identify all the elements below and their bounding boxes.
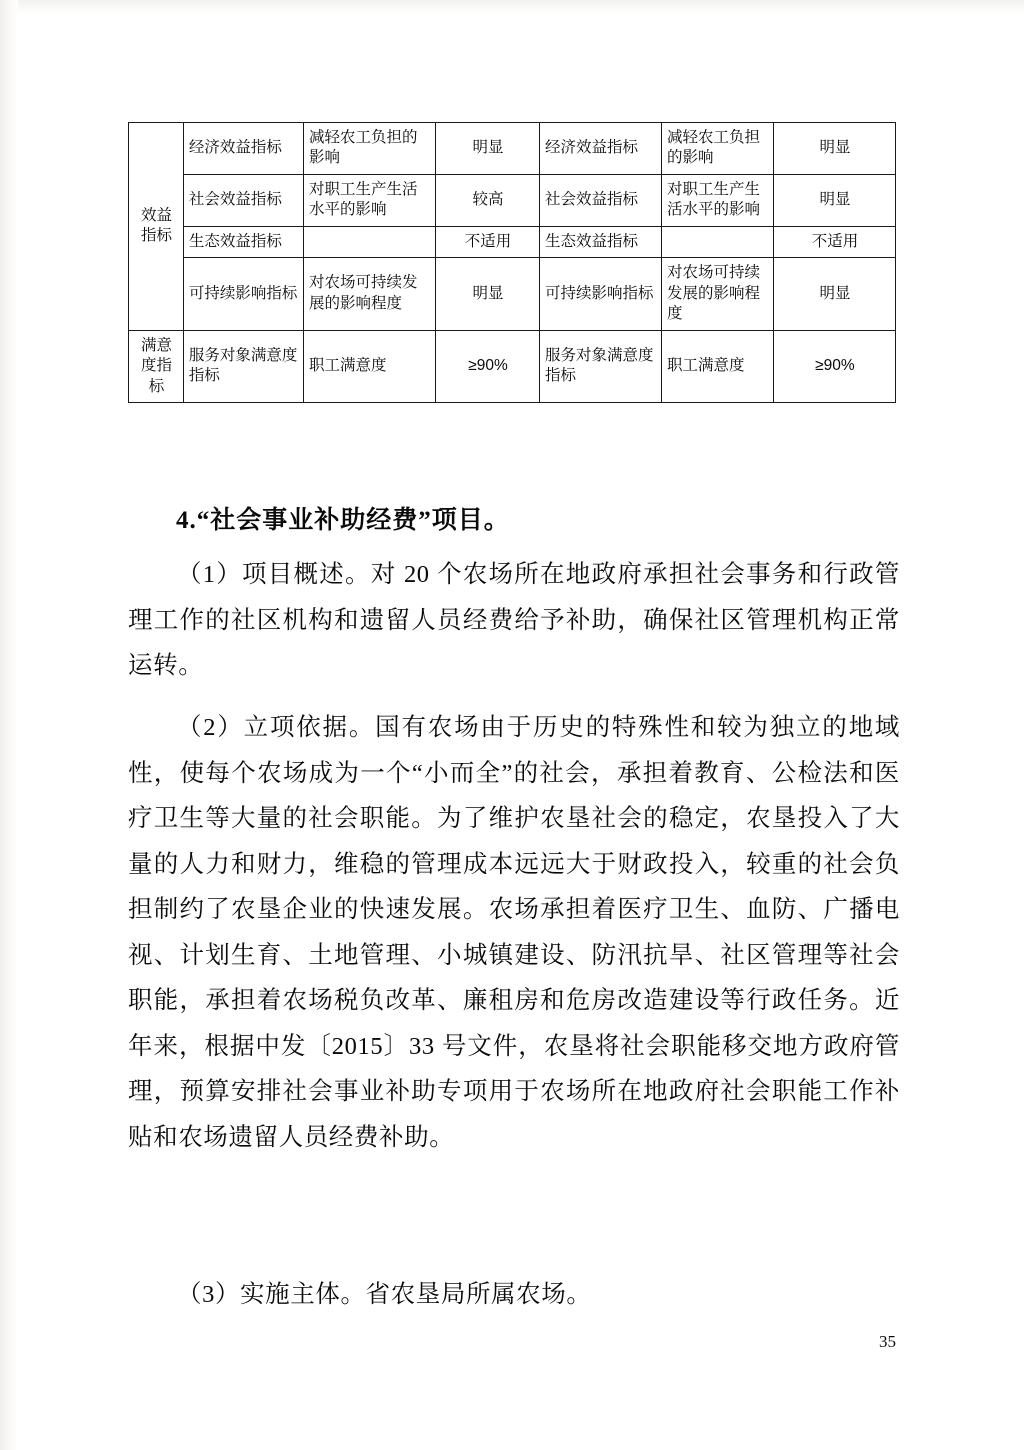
paragraph-project-basis: （2）立项依据。国有农场由于历史的特殊性和较为独立的地域性，使每个农场成为一个“小而全”的社会，承担着教育、公检法和医疗卫生等大量的社会职能。为了维护农垦社会的稳定，农垦投入了大量的人力和财力，维稳的管理成本远远大于财政投入，较重的社会负担制约了农垦企业的快速发展。农场承担着医疗卫生、血防、广播电视、计划生育、土地管理、小城镇建设、防汛抗旱、社区管理等社会职能，承担着农场税负改革、廉租房和危房改造建设等行政任务。近年来，根据中发〔2015〕33 号文件，农垦将社会职能移交地方政府管理，预算安排社会事业补助专项用于农场所在地政府社会职能工作补贴和农场遗留人员经费补助。 [128,714,900,1151]
table-cell-content-a: 减轻农工负担的影响 [303,123,435,175]
table-cell-content-b: 减轻农工负担的影响 [662,123,774,175]
table-cell-name-a: 社会效益指标 [183,174,303,226]
table-cell-content-b: 对职工生产生活水平的影响 [662,174,774,226]
table-cell-value-b: ≥90% [773,330,895,402]
table-cell-value-a: 明显 [436,258,540,330]
table-row [129,226,896,257]
paragraph-project-overview: （1）项目概述。对 20 个农场所在地政府承担社会事务和行政管理工作的社区机构和遗留人员经费给予补助，确保社区管理机构正常运转。 [128,561,900,679]
table-row [129,123,896,175]
table-cell-value-b: 不适用 [773,226,895,257]
table-cell-name-a: 经济效益指标 [183,123,303,175]
table-cell-value-a: 明显 [436,123,540,175]
table-cell-name-a: 生态效益指标 [183,226,303,257]
table-cell-name-a: 可持续影响指标 [183,258,303,330]
table-cell-name-b: 经济效益指标 [539,123,661,175]
table-row [129,330,896,402]
table-cell-content-b: 对农场可持续发展的影响程度 [662,258,774,330]
page-number: 35 [879,1332,896,1351]
table-cell-value-a: ≥90% [436,330,540,402]
table-cell-category: 满意度指标 [129,330,184,402]
table-cell-name-a: 服务对象满意度指标 [183,330,303,402]
table-cell-content-b [662,226,774,257]
page-edge-shading-left [0,0,18,1450]
indicator-table [128,122,896,403]
table-row [129,258,896,330]
table-cell-name-b: 生态效益指标 [539,226,661,257]
paragraph-implementation-body: （3）实施主体。省农垦局所属农场。 [177,1281,592,1308]
table-cell-value-a: 不适用 [436,226,540,257]
table-cell-content-b: 职工满意度 [662,330,774,402]
section-heading: 4.“社会事业补助经费”项目。 [176,507,510,534]
table-cell-content-a: 对农场可持续发展的影响程度 [303,258,435,330]
table-cell-content-a: 职工满意度 [303,330,435,402]
table-row [129,174,896,226]
table-cell-name-b: 服务对象满意度指标 [539,330,661,402]
indicator-table-wrapper [128,122,896,403]
table-cell-value-b: 明显 [773,174,895,226]
table-cell-content-a: 对职工生产生活水平的影响 [303,174,435,226]
table-cell-category: 效益指标 [129,123,184,331]
table-cell-name-b: 社会效益指标 [539,174,661,226]
table-cell-value-b: 明显 [773,123,895,175]
table-cell-content-a [303,226,435,257]
table-cell-name-b: 可持续影响指标 [539,258,661,330]
page-edge-shading-top [0,0,1024,14]
table-cell-value-b: 明显 [773,258,895,330]
table-cell-value-a: 较高 [436,174,540,226]
